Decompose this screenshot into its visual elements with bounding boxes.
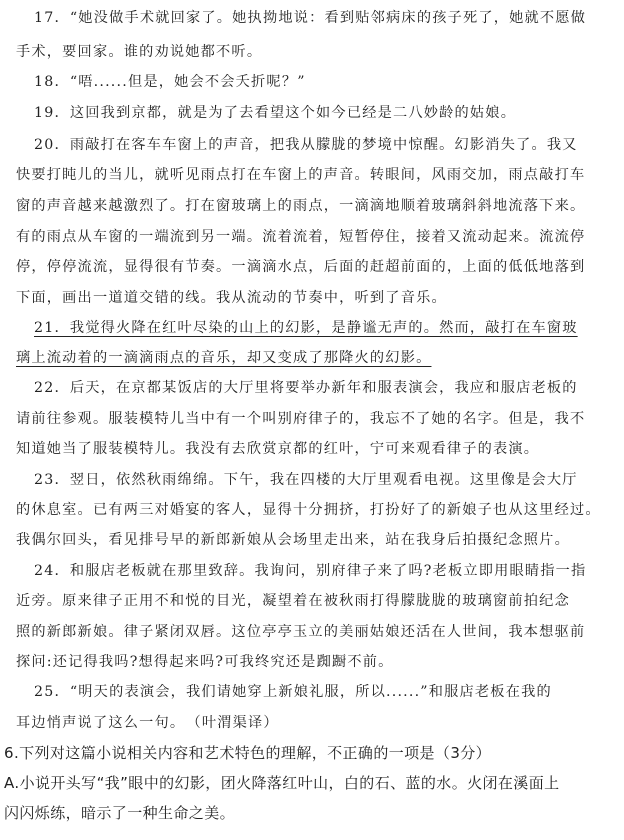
paragraph-20-line-3: 窗的声音越来越激烈了。打在窗玻璃上的雨点，一滴滴地顺着玻璃斜斜地流落下来。 (16, 198, 586, 214)
paragraph-25-line-1: 25．“明天的表演会，我们请她穿上新娘礼服，所以......”和服店老板在我的 (34, 684, 552, 700)
paragraph-20-line-4: 有的雨点从车窗的一端流到另一端。流着流着，短暂停住，接着又流动起来。流流停 (16, 229, 586, 245)
paragraph-20-line-6: 下面，画出一道道交错的线。我从流动的节奏中，听到了音乐。 (16, 290, 447, 306)
paragraph-19-line-1: 19．这回我到京都，就是为了去看望这个如今已经是二八妙龄的姑娘。 (34, 105, 517, 121)
paragraph-17-line-1: 17．“她没做手术就回家了。她执拗地说：看到贴邻病床的孩子死了，她就不愿做 (34, 10, 587, 26)
option-a-line-1: A.小说开头写“我”眼中的幻影，团火降落红叶山，白的石、蓝的水。火闭在溪面上 (4, 774, 560, 792)
paragraph-22-line-3: 知道她当了服装模特儿。我没有去欣赏京都的红叶，宁可来观看律子的表演。 (16, 441, 540, 457)
paragraph-21-line-2: 璃上流动着的一滴滴雨点的音乐，却又变成了那降火的幻影。 (16, 350, 432, 366)
paragraph-21-line-1: 21．我觉得火降在红叶尽染的山上的幻影，是静谧无声的。然而，敲打在车窗玻 (34, 320, 578, 336)
paragraph-23-line-2: 的休息室。已有两三对婚宴的客人，显得十分拥挤，打扮好了的新娘子也从这里经过。 (16, 502, 601, 518)
paragraph-24-line-3: 照的新郎新娘。律子紧闭双唇。这位亭亭玉立的美丽姑娘还活在人世间，我本想驱前 (16, 624, 586, 640)
paragraph-23-line-3: 我偶尔回头，看见排号早的新郎新娘从会场里走出来，站在我身后拍摄纪念照片。 (16, 532, 570, 548)
paragraph-22-line-1: 22．后天，在京都某饭店的大厅里将要举办新年和服表演会，我应和服店老板的 (34, 380, 578, 396)
paragraph-18-line-1: 18．“唔......但是，她会不会夭折呢？” (34, 74, 306, 90)
paragraph-20-line-1: 20．雨敲打在客车车窗上的声音，把我从朦胧的梦境中惊醒。幻影消失了。我又 (34, 137, 578, 153)
question-6-title: 6.下列对这篇小说相关内容和艺术特色的理解，不正确的一项是（3分） (4, 744, 492, 762)
paragraph-25-line-2: 耳边悄声说了这么一句。 （叶渭渠译） (16, 715, 279, 731)
paragraph-23-line-1: 23．翌日，依然秋雨绵绵。下午，我在四楼的大厅里观看电视。这里像是会大厅 (34, 472, 578, 488)
paragraph-24-line-2: 近旁。原来律子正用不和悦的目光，凝望着在被秋雨打得朦胧胧的玻璃窗前拍纪念 (16, 593, 570, 609)
option-a-line-2: 闪闪烁练，暗示了一种生命之美。 (4, 804, 236, 822)
paragraph-22-line-2: 请前往参观。服装模特儿当中有一个叫别府律子的，我忘不了她的名字。但是，我不 (16, 411, 586, 427)
paragraph-20-line-5: 停，停停流流，显得很有节奏。一滴滴水点，后面的赶超前面的，上面的低低地落到 (16, 259, 586, 275)
paragraph-20-line-2: 快要打盹儿的当儿，就听见雨点打在车窗上的声音。转眼间，风雨交加，雨点敲打车 (16, 167, 586, 183)
paragraph-24-line-1: 24．和服店老板就在那里致辞。我询问，别府律子来了吗?老板立即用眼睛指一指 (34, 563, 587, 579)
paragraph-17-line-2: 手术，要回家。谁的劝说她都不听。 (16, 44, 263, 60)
paragraph-24-line-4: 探问:还记得我吗?想得起来吗?可我终究还是踟蹰不前。 (16, 654, 394, 670)
